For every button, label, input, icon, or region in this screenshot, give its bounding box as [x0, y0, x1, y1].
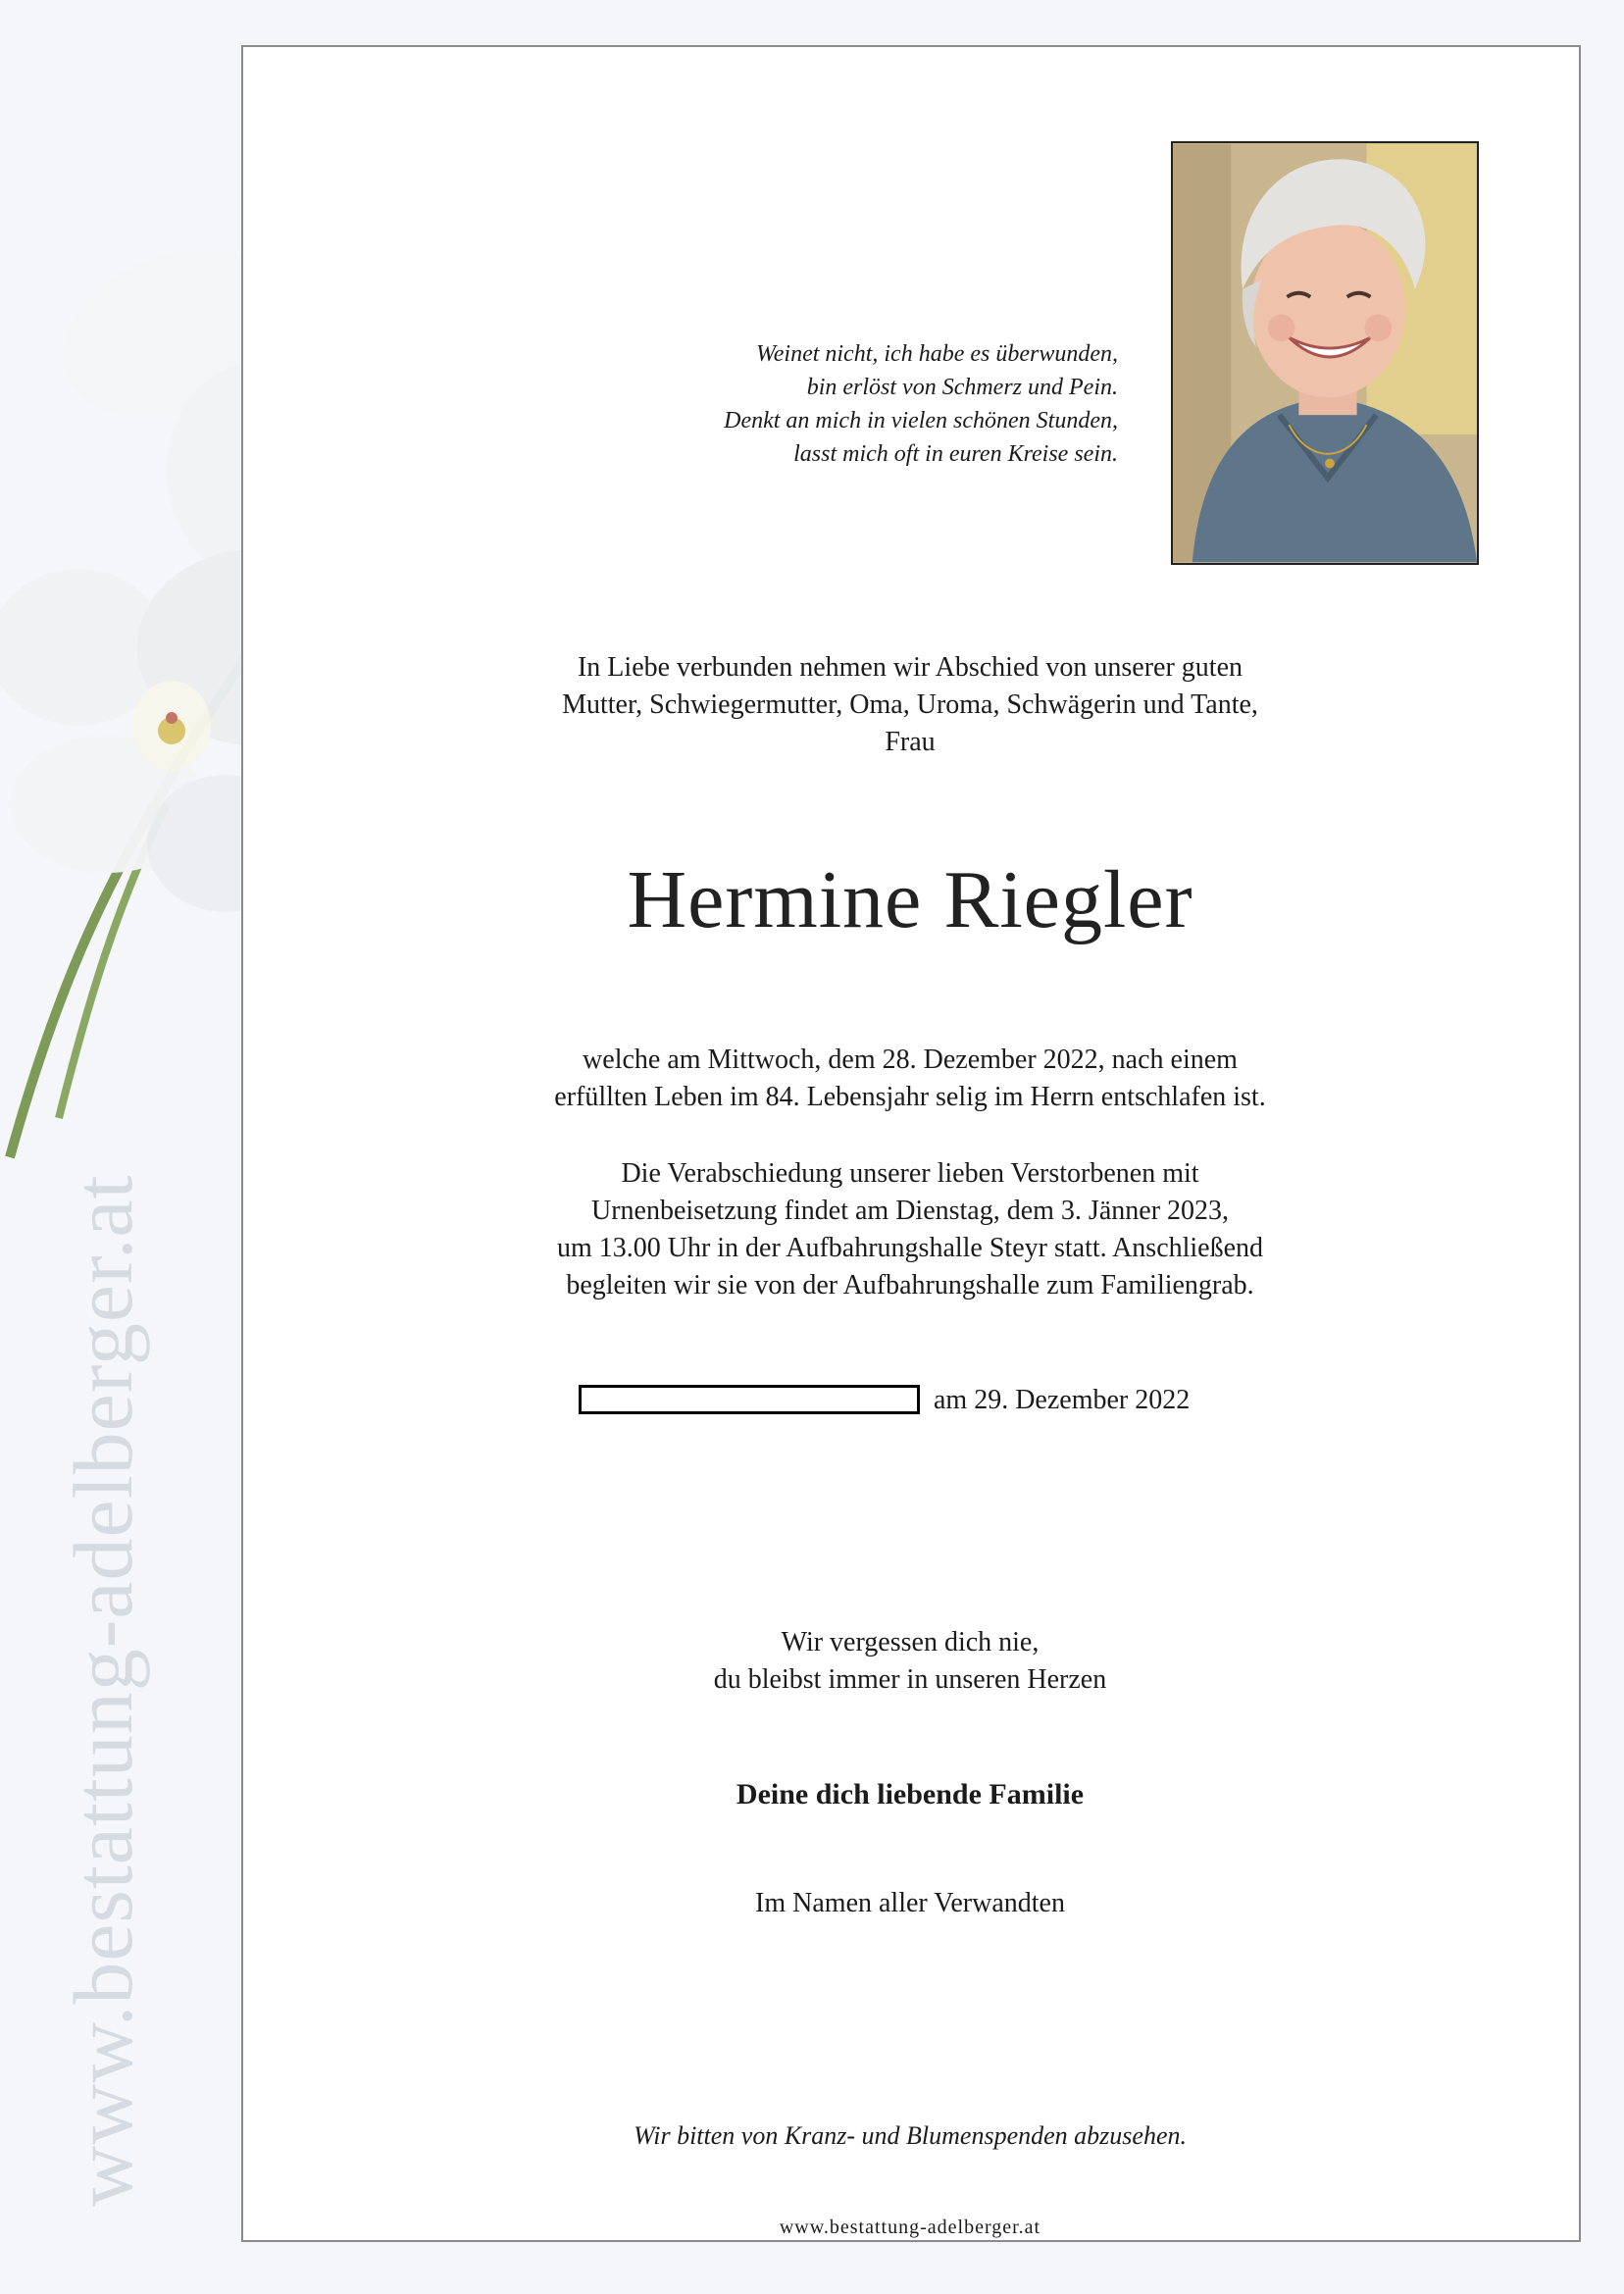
death-notice-line: erfüllten Leben im 84. Lebensjahr selig im Herrn entschlafen ist.	[554, 1082, 1266, 1112]
remembrance-verse	[369, 1624, 1451, 1699]
footer-url[interactable]: www.bestattung-adelberger.at	[779, 2217, 1041, 2238]
farewell-line: begleiten wir sie von der Aufbahrungshalle zum Familiengrab.	[566, 1270, 1254, 1300]
memorial-poem	[549, 337, 1118, 471]
farewell-line: Die Verabschiedung unserer lieben Verstorbenen mit	[621, 1158, 1199, 1189]
farewell-line: Urnenbeisetzung findet am Dienstag, dem 3. Jänner 2023,	[590, 1196, 1230, 1226]
farewell-line: um 13.00 Uhr in der Aufbahrungshalle Steyr statt. Anschließend	[556, 1233, 1264, 1263]
portrait-photo	[1171, 141, 1479, 565]
place-date-line	[579, 1381, 1265, 1420]
portrait-illustration	[1173, 143, 1477, 563]
family-signature: Deine dich liebende Familie	[736, 1778, 1085, 1810]
death-notice-line: welche am Mittwoch, dem 28. Dezember 2022, nach einem	[583, 1045, 1238, 1075]
poem-line: bin erlöst von Schmerz und Pein.	[806, 375, 1118, 400]
death-notice	[369, 1042, 1451, 1116]
announcement-date: am 29. Dezember 2022	[934, 1385, 1191, 1415]
redacted-place-box	[579, 1385, 920, 1414]
intro-text	[369, 649, 1451, 761]
vertical-watermark-url: www.bestattung-adelberger.at	[56, 1174, 150, 2207]
donations-note: Wir bitten von Kranz- und Blumenspenden abzusehen.	[634, 2121, 1187, 2150]
verse-line: Wir vergessen dich nie,	[781, 1627, 1040, 1657]
intro-line: In Liebe verbunden nehmen wir Abschied von unserer guten	[577, 652, 1243, 683]
relatives-note: Im Namen aller Verwandten	[755, 1888, 1065, 1918]
verse-line: du bleibst immer in unseren Herzen	[713, 1664, 1107, 1695]
deceased-name: Hermine Riegler	[627, 854, 1193, 945]
farewell-details	[369, 1155, 1451, 1304]
poem-line: Denkt an mich in vielen schönen Stunden,	[724, 408, 1118, 433]
poem-line: lasst mich oft in euren Kreise sein.	[793, 441, 1118, 467]
intro-line: Frau	[885, 727, 936, 757]
poem-line: Weinet nicht, ich habe es überwunden,	[755, 341, 1118, 367]
intro-line: Mutter, Schwiegermutter, Oma, Uroma, Schwägerin und Tante,	[562, 689, 1258, 720]
